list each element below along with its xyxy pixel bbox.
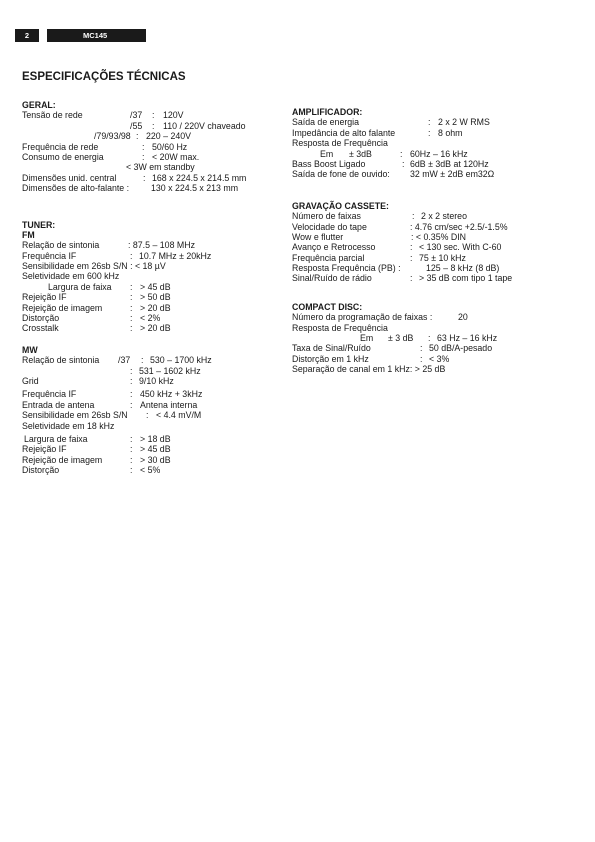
spec-label: Bass Boost Ligado	[292, 158, 366, 169]
spec-row	[22, 183, 302, 193]
section-heading-gravacao: GRAVAÇÃO CASSETE:	[292, 200, 389, 211]
spec-row	[22, 455, 302, 465]
spec-label: Relação de sintonia	[22, 240, 100, 251]
spec-label: Wow e flutter	[292, 231, 344, 242]
spec-row	[292, 323, 582, 333]
spec-row	[22, 271, 302, 281]
spec-label: Distorção	[22, 313, 60, 324]
section-heading-tuner: TUNER:	[22, 219, 56, 230]
spec-label: Consumo de energia	[22, 151, 104, 162]
spec-value: 110 / 220V chaveado	[163, 120, 246, 131]
spec-separator: :	[410, 242, 413, 253]
spec-value: 20	[458, 312, 468, 323]
spec-row	[292, 169, 582, 179]
spec-value: < 3%	[429, 353, 450, 364]
spec-label: Rejeição de imagem	[22, 454, 103, 465]
spec-value: 450 kHz + 3kHz	[140, 389, 203, 400]
spec-value: > 45 dB	[140, 444, 171, 455]
spec-row	[22, 142, 302, 152]
section-heading-compact-disc: COMPACT DISC:	[292, 301, 363, 312]
spec-value: > 50 dB	[140, 292, 171, 303]
spec-value: 60Hz – 16 kHz	[410, 148, 468, 159]
spec-label: Relação de sintonia	[22, 355, 100, 366]
spec-label: Avanço e Retrocesso	[292, 242, 376, 253]
spec-row	[292, 117, 582, 127]
spec-separator: :	[142, 151, 145, 162]
spec-row	[22, 355, 302, 365]
spec-value: > 35 dB com tipo 1 tape	[419, 273, 513, 284]
spec-separator: :	[136, 131, 139, 142]
spec-label: Crosstalk	[22, 323, 59, 334]
spec-label: Distorção em 1 kHz	[292, 353, 369, 364]
spec-label: Sinal/Ruído de rádio	[292, 273, 372, 284]
spec-separator: :	[146, 410, 149, 421]
page-number: 2	[15, 29, 39, 42]
spec-value: 2 x 2 stereo	[421, 211, 467, 222]
spec-separator: :	[130, 444, 133, 455]
spec-row	[22, 251, 302, 261]
spec-value: 531 – 1602 kHz	[139, 365, 201, 376]
spec-row	[22, 173, 302, 183]
spec-value: > 18 dB	[140, 433, 171, 444]
spec-separator: :	[428, 117, 431, 128]
spec-row	[292, 242, 582, 252]
spec-row	[22, 376, 302, 386]
spec-label: Rejeição IF	[22, 444, 67, 455]
spec-row	[292, 159, 582, 169]
spec-value: 9/10 kHz	[139, 375, 174, 386]
spec-row	[292, 343, 582, 353]
spec-row	[292, 273, 582, 283]
spec-label: Taxa de Sinal/Ruído	[292, 343, 371, 354]
spec-value: > 45 dB	[140, 281, 171, 292]
spec-variant: /55	[130, 120, 143, 131]
spec-row	[292, 354, 582, 364]
spec-row	[22, 366, 302, 376]
spec-row	[292, 222, 582, 232]
spec-row	[22, 162, 302, 172]
spec-separator: :	[143, 172, 146, 183]
spec-separator: :	[412, 211, 415, 222]
spec-separator: :	[400, 148, 403, 159]
spec-separator: :	[402, 158, 405, 169]
spec-label: Rejeição de imagem	[22, 302, 103, 313]
section-heading-amplificador: AMPLIFICADOR:	[292, 107, 363, 117]
spec-label: Impedância de alto falante	[292, 127, 396, 138]
spec-row	[22, 121, 302, 131]
spec-separator: :	[130, 454, 133, 465]
spec-separator: :	[410, 252, 413, 263]
spec-row	[22, 410, 302, 420]
spec-value: 2 x 2 W RMS	[438, 117, 490, 128]
spec-label: Sensibilidade em 26sb S/N : < 18 µV	[22, 261, 166, 272]
spec-label: Tensão de rede	[22, 110, 83, 121]
spec-label: Frequência de rede	[22, 141, 99, 152]
spec-separator: :	[130, 302, 133, 313]
spec-label: Saída de fone de ouvido:	[292, 169, 390, 180]
spec-label: Número da programação de faixas :	[292, 312, 433, 323]
spec-value: < 5%	[140, 465, 161, 476]
spec-row	[292, 149, 582, 159]
spec-label: Velocidade do tape	[292, 221, 367, 232]
spec-separator: :	[152, 110, 155, 121]
spec-value: : 87.5 – 108 MHz	[128, 240, 195, 251]
spec-separator: :	[420, 343, 423, 354]
spec-value: 530 – 1700 kHz	[150, 355, 212, 366]
spec-row	[22, 303, 302, 313]
spec-row	[22, 313, 302, 323]
spec-row	[292, 253, 582, 263]
spec-row	[292, 263, 582, 273]
spec-label: Frequência IF	[22, 389, 77, 400]
spec-row	[292, 211, 582, 221]
spec-separator: :	[130, 292, 133, 303]
spec-row	[292, 333, 582, 343]
spec-label: Em	[320, 148, 334, 159]
spec-row	[292, 232, 582, 242]
spec-row	[22, 282, 302, 292]
spec-value: 130 x 224.5 x 213 mm	[151, 183, 239, 194]
spec-row	[22, 400, 302, 410]
spec-label: Distorção	[22, 465, 60, 476]
spec-value: Antena interna	[140, 399, 198, 410]
spec-separator: :	[152, 120, 155, 131]
subheading-mw: MW	[22, 344, 38, 355]
spec-value: 168 x 224.5 x 214.5 mm	[152, 172, 247, 183]
subheading-fm: FM	[22, 229, 35, 240]
spec-label: Largura de faixa	[24, 433, 88, 444]
spec-row	[22, 110, 302, 120]
spec-value: < 2%	[140, 313, 161, 324]
spec-label: Seletividade em 18 kHz	[22, 420, 115, 431]
spec-separator: :	[130, 281, 133, 292]
spec-variant: /79/93/98	[94, 131, 131, 142]
section-heading-geral: GERAL:	[22, 100, 56, 110]
spec-row	[22, 434, 302, 444]
spec-label: Resposta Frequência (PB) :	[292, 263, 401, 274]
spec-value: 50 dB/A-pesado	[429, 343, 493, 354]
model-label: MC145	[47, 29, 146, 42]
spec-value: 8 ohm	[438, 127, 463, 138]
spec-label: Saída de energia	[292, 117, 360, 128]
spec-value: > 30 dB	[140, 454, 171, 465]
spec-separator: :	[410, 273, 413, 284]
right-column	[292, 107, 582, 375]
spec-variant: /37	[130, 110, 143, 121]
spec-value: < 20W max.	[152, 151, 200, 162]
spec-label: Dimensões de alto-falante :	[22, 183, 130, 194]
spec-value: 120V	[163, 110, 184, 121]
spec-label: Número de faixas	[292, 211, 361, 222]
spec-label: Frequência IF	[22, 250, 77, 261]
spec-separator: :	[141, 355, 144, 366]
spec-value: > 20 dB	[140, 302, 171, 313]
page-title: ESPECIFICAÇÕES TÉCNICAS	[22, 71, 186, 83]
spec-label: Seletividade em 600 kHz	[22, 271, 120, 282]
spec-separator: :	[130, 375, 133, 386]
spec-value: 50/60 Hz	[152, 141, 188, 152]
spec-label: Rejeição IF	[22, 292, 67, 303]
spec-label: Resposta de Frequência	[292, 322, 388, 333]
spec-row	[22, 465, 302, 475]
spec-value: 32 mW ± 2dB em32Ω	[410, 169, 495, 180]
spec-value: 6dB ± 3dB at 120Hz	[410, 158, 489, 169]
spec-label: Frequência parcial	[292, 252, 365, 263]
spec-variant: /37	[118, 355, 131, 366]
spec-value: 10.7 MHz ± 20kHz	[139, 250, 212, 261]
spec-value: 63 Hz – 16 kHz	[437, 333, 498, 344]
spec-value: 75 ± 10 kHz	[419, 252, 466, 263]
spec-value: : 4.76 cm/sec +2.5/-1.5%	[410, 221, 508, 232]
spec-value: 220 – 240V	[146, 131, 192, 142]
spec-separator: :	[142, 141, 145, 152]
spec-row	[292, 138, 582, 148]
spec-label: Grid	[22, 375, 39, 386]
spec-separator: :	[130, 389, 133, 400]
spec-label: Resposta de Frequência	[292, 138, 388, 149]
spec-tolerance: ± 3 dB	[388, 333, 414, 344]
spec-row	[292, 128, 582, 138]
spec-row	[292, 312, 582, 322]
spec-label: Largura de faixa	[48, 281, 112, 292]
spec-row	[22, 323, 302, 333]
spec-value: < 130 sec. With C-60	[419, 242, 502, 253]
spec-separator: :	[428, 333, 431, 344]
spec-row	[22, 292, 302, 302]
spec-separator: :	[428, 127, 431, 138]
left-column	[22, 100, 302, 476]
spec-separator: :	[130, 250, 133, 261]
spec-separator: :	[420, 353, 423, 364]
spec-label: Separação de canal em 1 kHz: > 25 dB	[292, 364, 446, 375]
spec-value: 125 – 8 kHz (8 dB)	[426, 263, 500, 274]
spec-label: Entrada de antena	[22, 399, 95, 410]
spec-separator: :	[130, 465, 133, 476]
spec-label: Sensibilidade em 26sb S/N	[22, 410, 128, 421]
spec-tolerance: ± 3dB	[349, 148, 372, 159]
spec-row	[22, 131, 302, 141]
spec-value: < 3W em standby	[126, 162, 195, 173]
spec-separator: :	[130, 323, 133, 334]
spec-row	[22, 444, 302, 454]
spec-separator: :	[130, 399, 133, 410]
spec-row	[22, 152, 302, 162]
spec-row	[22, 389, 302, 399]
spec-separator: :	[130, 313, 133, 324]
spec-row	[22, 421, 302, 431]
spec-value: > 20 dB	[140, 323, 171, 334]
spec-value: < 4.4 mV/M	[156, 410, 202, 421]
spec-label: Em	[360, 333, 374, 344]
spec-row	[292, 364, 582, 374]
spec-row	[22, 240, 302, 250]
spec-separator: :	[130, 365, 133, 376]
spec-separator: :	[130, 433, 133, 444]
spec-label: Dimensões unid. central	[22, 172, 117, 183]
spec-value: : < 0.35% DIN	[411, 231, 467, 242]
spec-row	[22, 261, 302, 271]
